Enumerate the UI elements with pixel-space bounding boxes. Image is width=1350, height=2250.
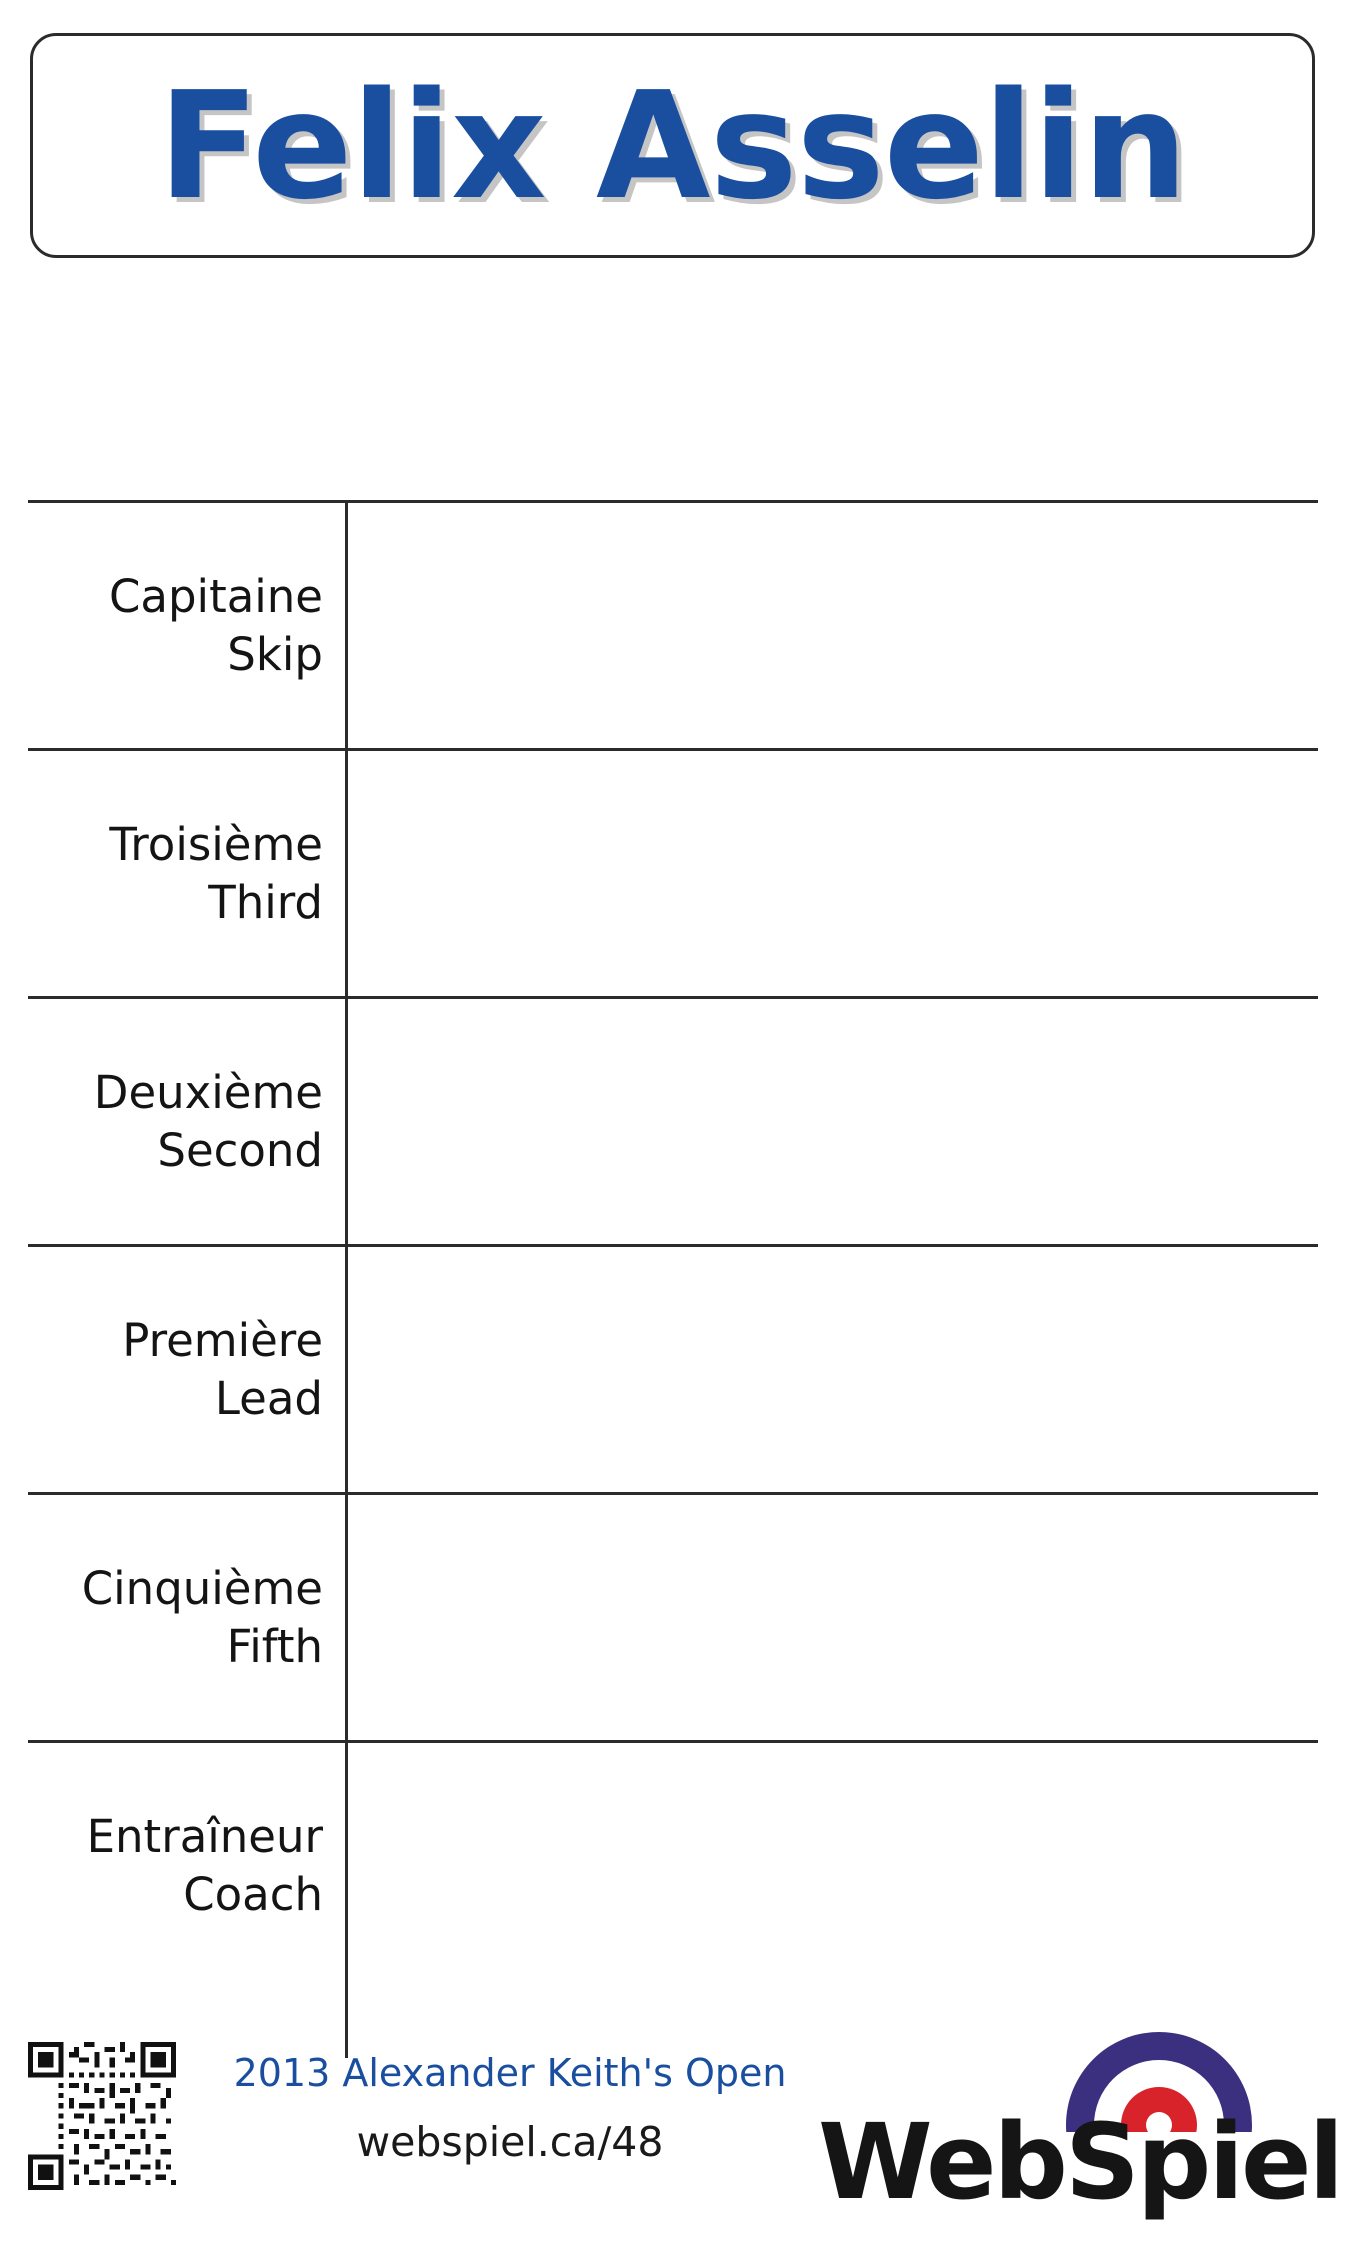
position-label-fr: Troisième — [109, 817, 323, 871]
position-label-third — [28, 751, 348, 996]
position-value-second[interactable] — [348, 999, 1318, 1244]
position-label-fr: Cinquième — [81, 1561, 323, 1615]
webspiel-logo-text: WebSpiel — [818, 2101, 1342, 2223]
position-label-en: Skip — [227, 627, 323, 681]
position-label-second — [28, 999, 348, 1244]
table-row — [28, 1492, 1318, 1740]
position-label-fr: Entraîneur — [86, 1809, 323, 1863]
card-footer — [0, 2022, 1350, 2250]
position-label-en: Coach — [183, 1867, 323, 1921]
position-label-en: Lead — [214, 1371, 323, 1425]
footer-text-block — [200, 2050, 820, 2166]
position-value-skip[interactable] — [348, 503, 1318, 748]
table-row — [28, 1244, 1318, 1492]
webspiel-logo — [818, 2032, 1342, 2242]
position-label-fr: Capitaine — [109, 569, 323, 623]
site-url[interactable]: webspiel.ca/48 — [356, 2117, 664, 2166]
qr-code-icon — [28, 2042, 176, 2190]
position-label-en: Second — [157, 1123, 323, 1177]
table-row — [28, 1740, 1318, 1988]
position-label-fr: Deuxième — [93, 1065, 323, 1119]
event-name: 2013 Alexander Keith's Open — [233, 2051, 787, 2095]
roster-table — [28, 500, 1318, 1988]
position-label-coach — [28, 1743, 348, 1988]
table-row — [28, 996, 1318, 1244]
position-label-lead — [28, 1247, 348, 1492]
player-name-plaque — [30, 33, 1315, 258]
position-value-third[interactable] — [348, 751, 1318, 996]
table-row — [28, 748, 1318, 996]
position-value-coach[interactable] — [348, 1743, 1318, 1988]
position-label-fifth — [28, 1495, 348, 1740]
table-row — [28, 500, 1318, 748]
page-title: Felix Asselin — [158, 59, 1187, 232]
position-label-fr: Première — [122, 1313, 323, 1367]
position-value-fifth[interactable] — [348, 1495, 1318, 1740]
position-label-en: Fifth — [226, 1619, 323, 1673]
position-value-lead[interactable] — [348, 1247, 1318, 1492]
position-label-en: Third — [208, 875, 323, 929]
position-label-skip — [28, 503, 348, 748]
